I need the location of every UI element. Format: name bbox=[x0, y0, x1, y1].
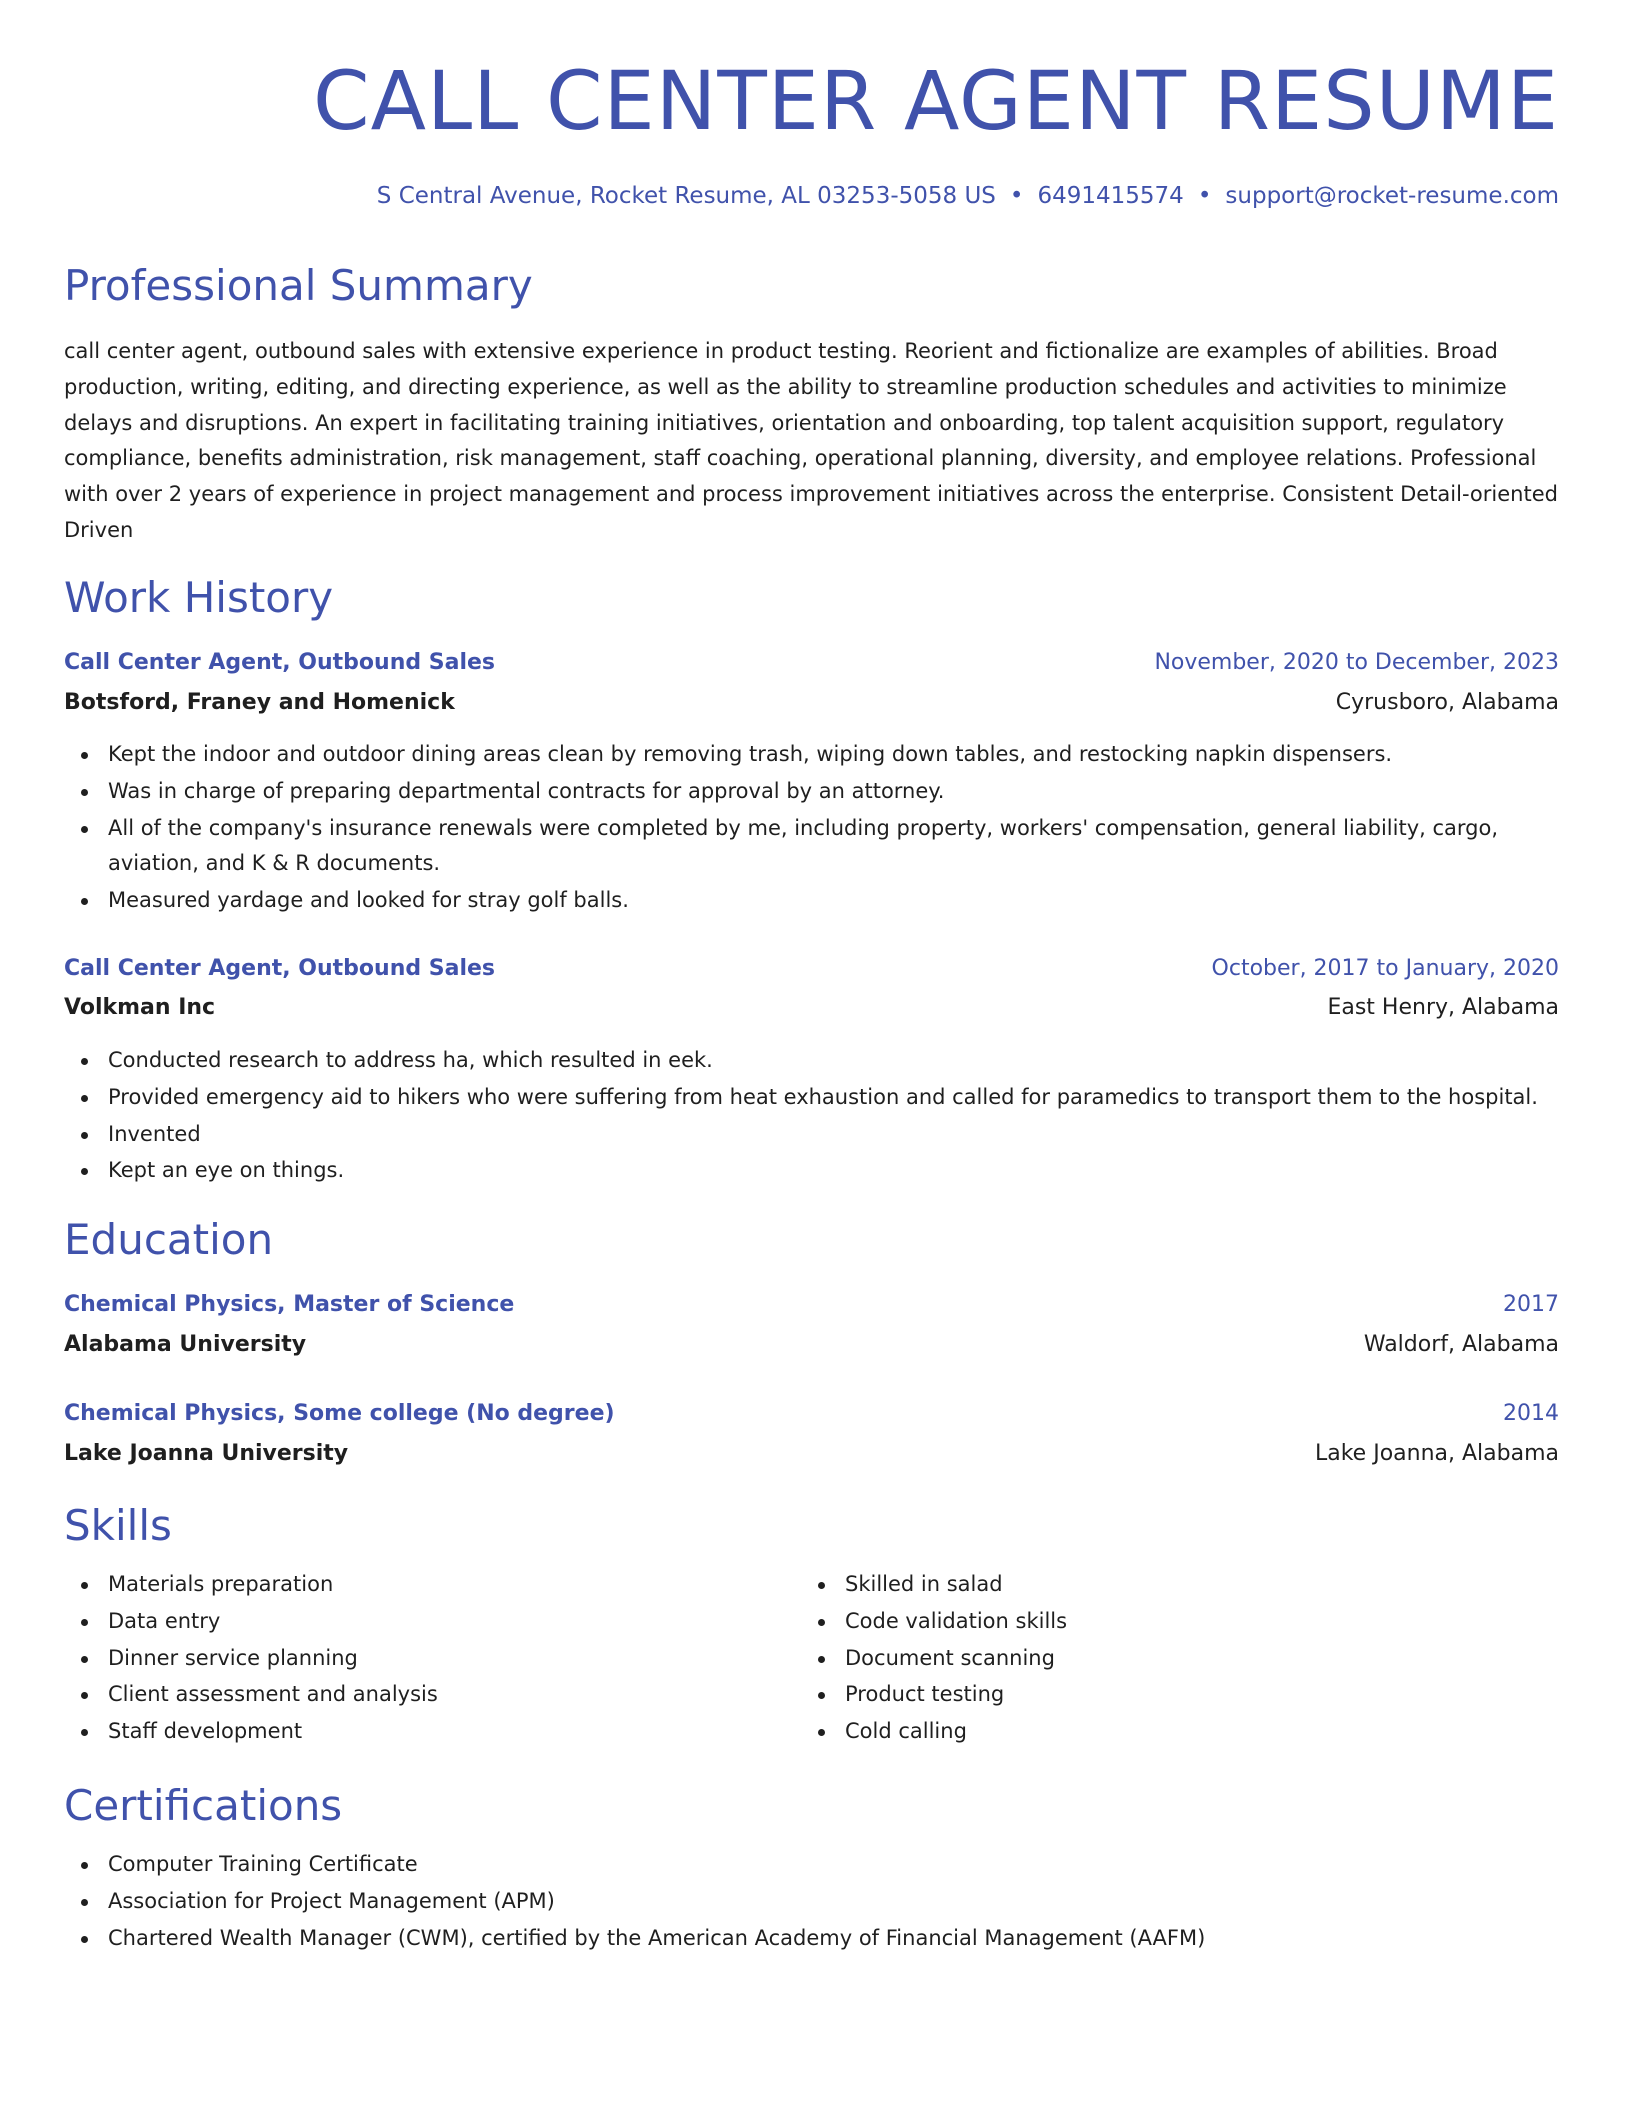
work-history-heading: Work History bbox=[64, 573, 334, 622]
education-heading: Education bbox=[64, 1215, 274, 1264]
skills-list-left bbox=[64, 1567, 764, 1751]
list-item: Measured yardage and looked for stray golf balls. bbox=[64, 883, 1559, 919]
certifications-heading: Certifications bbox=[64, 1781, 343, 1830]
job-dates: November, 2020 to December, 2023 bbox=[1154, 650, 1559, 675]
contact-email: support@rocket-resume.com bbox=[1225, 183, 1559, 209]
job-duties-list bbox=[64, 1043, 1559, 1190]
education-year: 2017 bbox=[1503, 1292, 1559, 1317]
contact-address: S Central Avenue, Rocket Resume, AL 03253-5058 US bbox=[376, 183, 996, 209]
education-degree: Chemical Physics, Master of Science bbox=[64, 1292, 515, 1317]
list-item: Dinner service planning bbox=[64, 1641, 764, 1677]
job-title-row bbox=[64, 950, 1559, 988]
job-title: Call Center Agent, Outbound Sales bbox=[64, 650, 496, 675]
skills-heading: Skills bbox=[64, 1501, 172, 1550]
list-item: Chartered Wealth Manager (CWM), certified by the American Academy of Financial Management (AAFM) bbox=[64, 1921, 1559, 1957]
education-school-row bbox=[64, 1326, 1559, 1364]
list-item: Materials preparation bbox=[64, 1567, 764, 1603]
education-school: Alabama University bbox=[64, 1332, 307, 1357]
list-item: Kept an eye on things. bbox=[64, 1153, 1559, 1189]
list-item: Invented bbox=[64, 1117, 1559, 1153]
education-location: Waldorf, Alabama bbox=[1363, 1332, 1559, 1357]
list-item: Computer Training Certificate bbox=[64, 1847, 1559, 1883]
education-degree-row bbox=[64, 1395, 1559, 1433]
list-item: Client assessment and analysis bbox=[64, 1677, 764, 1713]
education-degree: Chemical Physics, Some college (No degree) bbox=[64, 1401, 615, 1426]
job-location: East Henry, Alabama bbox=[1327, 995, 1559, 1020]
summary-text: call center agent, outbound sales with extensive experience in product testing. Reorient and fictionalize are examples of abilities. Broad production, writing, editing, and directing experience, as well as the ability to streamline production schedules and activities to minimize delays and disruptions. An expert in facilitating training initiatives, orientation and onboarding, top talent acquisition support, regulatory compliance, benefits administration, risk management, staff coaching, operational planning, diversity, and employee relations. Professional with over 2 years of experience in project management and process improvement initiatives across the enterprise. Consistent Detail-oriented Driven bbox=[64, 339, 1558, 542]
contact-phone: 6491415574 bbox=[1037, 183, 1184, 209]
job-dates: October, 2017 to January, 2020 bbox=[1211, 956, 1559, 981]
list-item: Code validation skills bbox=[801, 1604, 1501, 1640]
job-title: Call Center Agent, Outbound Sales bbox=[64, 956, 496, 981]
list-item: Data entry bbox=[64, 1604, 764, 1640]
contact-separator: • bbox=[1197, 183, 1212, 209]
education-degree-row bbox=[64, 1286, 1559, 1324]
list-item: Cold calling bbox=[801, 1714, 1501, 1750]
summary-heading: Professional Summary bbox=[64, 261, 533, 310]
education-school: Lake Joanna University bbox=[64, 1441, 349, 1466]
contact-separator: • bbox=[1009, 183, 1024, 209]
list-item: Kept the indoor and outdoor dining areas clean by removing trash, wiping down tables, and restocking napkin dispensers. bbox=[64, 737, 1559, 773]
education-location: Lake Joanna, Alabama bbox=[1314, 1441, 1559, 1466]
certifications-list bbox=[64, 1847, 1559, 1957]
job-location: Cyrusboro, Alabama bbox=[1335, 690, 1559, 715]
list-item: Document scanning bbox=[801, 1641, 1501, 1677]
list-item: Product testing bbox=[801, 1677, 1501, 1713]
job-employer-row bbox=[64, 684, 1559, 722]
job-employer: Volkman Inc bbox=[64, 995, 216, 1020]
contact-line bbox=[377, 178, 1559, 214]
job-employer-row bbox=[64, 989, 1559, 1027]
job-title-row bbox=[64, 644, 1559, 682]
education-school-row bbox=[64, 1435, 1559, 1473]
education-year: 2014 bbox=[1503, 1401, 1559, 1426]
job-duties-list bbox=[64, 737, 1559, 920]
list-item: All of the company's insurance renewals were completed by me, including property, workers' compensation, general liability, cargo, aviation, and K & R documents. bbox=[64, 811, 1559, 883]
list-item: Staff development bbox=[64, 1714, 764, 1750]
list-item: Conducted research to address ha, which resulted in eek. bbox=[64, 1043, 1559, 1079]
job-employer: Botsford, Franey and Homenick bbox=[64, 690, 455, 715]
list-item: Provided emergency aid to hikers who were suffering from heat exhaustion and called for paramedics to transport them to the hospital. bbox=[64, 1080, 1559, 1116]
skills-list-right bbox=[801, 1567, 1501, 1751]
list-item: Was in charge of preparing departmental contracts for approval by an attorney. bbox=[64, 774, 1559, 810]
list-item: Association for Project Management (APM) bbox=[64, 1884, 1559, 1920]
resume-title: CALL CENTER AGENT RESUME bbox=[313, 55, 1559, 149]
list-item: Skilled in salad bbox=[801, 1567, 1501, 1603]
